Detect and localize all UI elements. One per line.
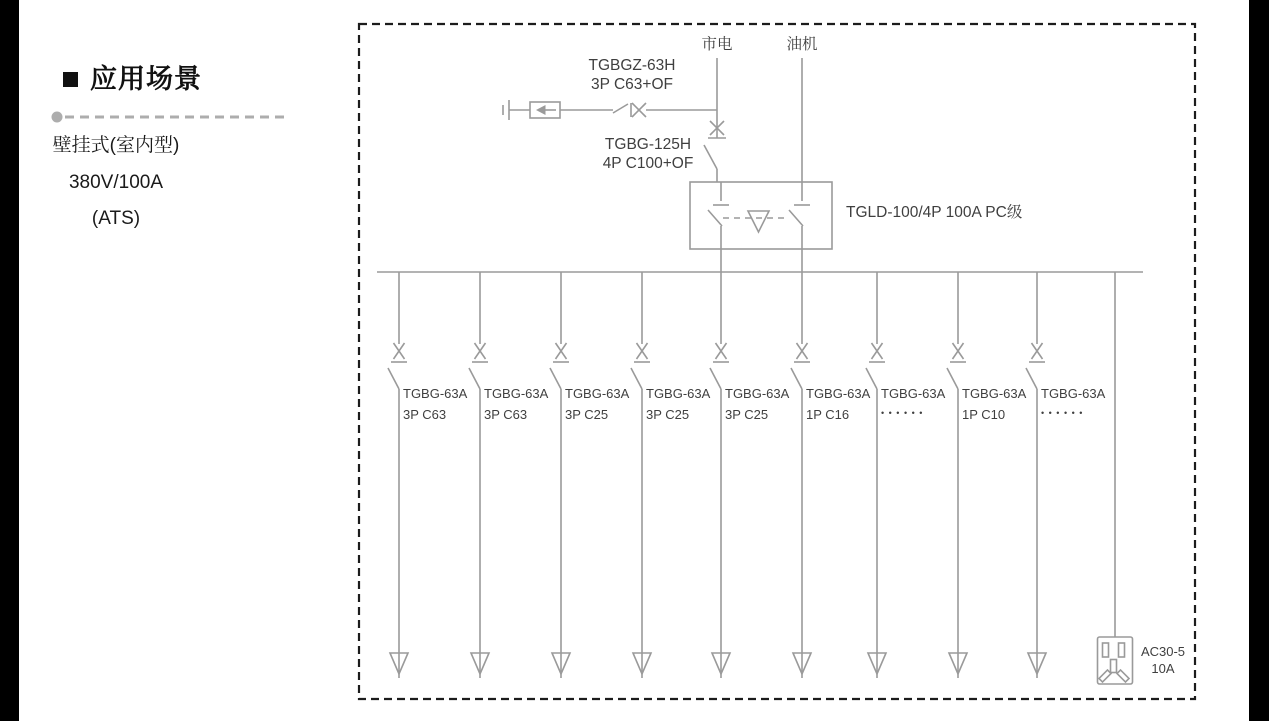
socket-rating: 10A [1151, 661, 1175, 676]
socket-model: AC30-5 [1140, 644, 1186, 659]
branch-label [806, 387, 870, 422]
ats-actuator-triangle-icon [748, 211, 769, 232]
rating-text: 380V/100A [68, 171, 164, 193]
branch-model: TGBG-63A [806, 386, 871, 401]
mains-label: 市电 [701, 36, 733, 53]
branch-label [962, 387, 1026, 422]
branch-model: TGBG-63A [403, 386, 468, 401]
ats-box [690, 182, 832, 249]
branch-label [881, 387, 945, 420]
branch-label [403, 387, 467, 422]
ats-label: TGLD-100/4P 100A PC级 [846, 204, 1023, 221]
branch-label [565, 387, 629, 422]
surge-breaker-spec: 3P C63+OF [591, 76, 673, 93]
surge-breaker-model: TGBGZ-63H [588, 57, 676, 74]
main-breaker-model: TGBG-125H [604, 136, 692, 153]
generator-label: 油机 [786, 36, 818, 53]
branch-label [1041, 387, 1105, 420]
branch-spec: 3P C63 [484, 407, 528, 422]
main-breaker-spec: 4P C100+OF [602, 155, 694, 172]
branch-model: TGBG-63A [646, 386, 711, 401]
main-breaker-label [592, 135, 704, 173]
main-breaker-symbol [704, 121, 726, 182]
branch-label [646, 387, 710, 422]
branch-spec: 1P C16 [806, 407, 850, 422]
branch-spec: •••••• [881, 408, 927, 418]
surge-arrester-arrow-icon [536, 105, 546, 115]
branch-spec: 3P C25 [725, 407, 769, 422]
mount-type-text: 壁挂式(室内型) [52, 135, 180, 156]
ats-switch-symbol [690, 182, 832, 272]
ats-text: (ATS) [91, 208, 141, 229]
branch-model: TGBG-63A [881, 386, 946, 401]
section-heading-text: 应用场景 [90, 64, 202, 94]
branch-label [725, 387, 789, 422]
branch-spec: •••••• [1041, 408, 1087, 418]
surge-breaker-label [576, 56, 688, 94]
branch-spec: 3P C63 [403, 407, 447, 422]
socket-label [1135, 643, 1191, 677]
branch-model: TGBG-63A [725, 386, 790, 401]
branch-model: TGBG-63A [565, 386, 630, 401]
branch-label [484, 387, 548, 422]
socket-symbol [1098, 272, 1133, 684]
branch-model: TGBG-63A [962, 386, 1027, 401]
branch-model: TGBG-63A [484, 386, 549, 401]
branch-spec: 3P C25 [565, 407, 609, 422]
branch-model: TGBG-63A [1041, 386, 1106, 401]
branch-spec: 1P C10 [962, 407, 1006, 422]
branch-circuits [388, 272, 1046, 678]
branch-spec: 3P C25 [646, 407, 690, 422]
surge-arrester-branch [503, 100, 717, 120]
